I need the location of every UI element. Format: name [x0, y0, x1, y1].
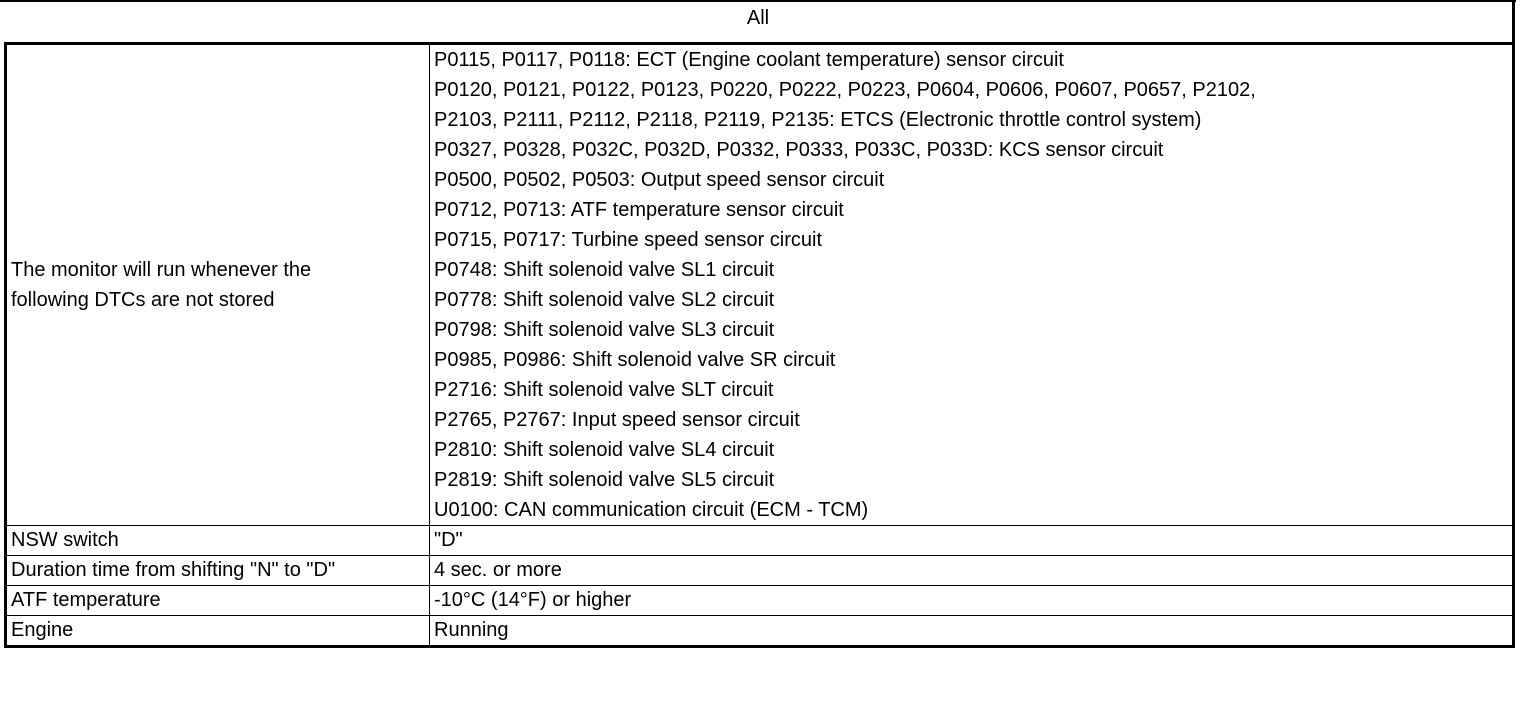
table-row — [6, 556, 1514, 586]
row-item-engine: Engine — [6, 616, 430, 647]
table-row — [6, 526, 1514, 556]
dtc-line: P2716: Shift solenoid valve SLT circuit — [434, 379, 774, 401]
dtc-line: P0798: Shift solenoid valve SL3 circuit — [434, 319, 775, 341]
dtc-line: P0327, P0328, P032C, P032D, P0332, P0333, P033C, P033D: KCS sensor circuit — [434, 139, 1164, 161]
dtc-line: P0712, P0713: ATF temperature sensor circuit — [434, 199, 844, 221]
dtc-line: P0500, P0502, P0503: Output speed sensor circuit — [434, 169, 885, 191]
dtc-line: P0715, P0717: Turbine speed sensor circuit — [434, 229, 823, 251]
row-value-engine: Running — [430, 616, 1514, 647]
row-value-nsw-switch: "D" — [430, 526, 1514, 556]
dtc-label-line: The monitor will run whenever the — [11, 259, 312, 281]
dtc-line: P0748: Shift solenoid valve SL1 circuit — [434, 259, 775, 281]
dtc-label-line: following DTCs are not stored — [11, 289, 275, 311]
dtc-line: P2810: Shift solenoid valve SL4 circuit — [434, 439, 775, 461]
dtc-line: P0115, P0117, P0118: ECT (Engine coolant temperature) sensor circuit — [434, 49, 1064, 71]
dtc-condition-label — [6, 44, 430, 526]
dtc-list-cell — [430, 44, 1514, 526]
row-value-atf-temperature: -10°C (14°F) or higher — [430, 586, 1514, 616]
dtc-line: P2765, P2767: Input speed sensor circuit — [434, 409, 800, 431]
row-item-duration-time: Duration time from shifting "N" to "D" — [6, 556, 430, 586]
table-header-all: All — [746, 7, 770, 29]
top-rule — [0, 0, 1516, 2]
dtc-line: P0778: Shift solenoid valve SL2 circuit — [434, 289, 775, 311]
dtc-line: P0985, P0986: Shift solenoid valve SR circuit — [434, 349, 836, 371]
row-item-nsw-switch: NSW switch — [6, 526, 430, 556]
dtc-line: P2103, P2111, P2112, P2118, P2119, P2135: ETCS (Electronic throttle control system) — [434, 109, 1202, 131]
table-row — [6, 586, 1514, 616]
dtc-line: U0100: CAN communication circuit (ECM - TCM) — [434, 499, 869, 521]
row-value-duration-time: 4 sec. or more — [430, 556, 1514, 586]
row-item-atf-temperature: ATF temperature — [6, 586, 430, 616]
dtc-line: P0120, P0121, P0122, P0123, P0220, P0222, P0223, P0604, P0606, P0607, P0657, P2102, — [434, 79, 1256, 101]
conditions-table — [4, 42, 1515, 648]
table-row-dtc — [6, 44, 1514, 526]
table-row — [6, 616, 1514, 647]
dtc-line: P2819: Shift solenoid valve SL5 circuit — [434, 469, 775, 491]
